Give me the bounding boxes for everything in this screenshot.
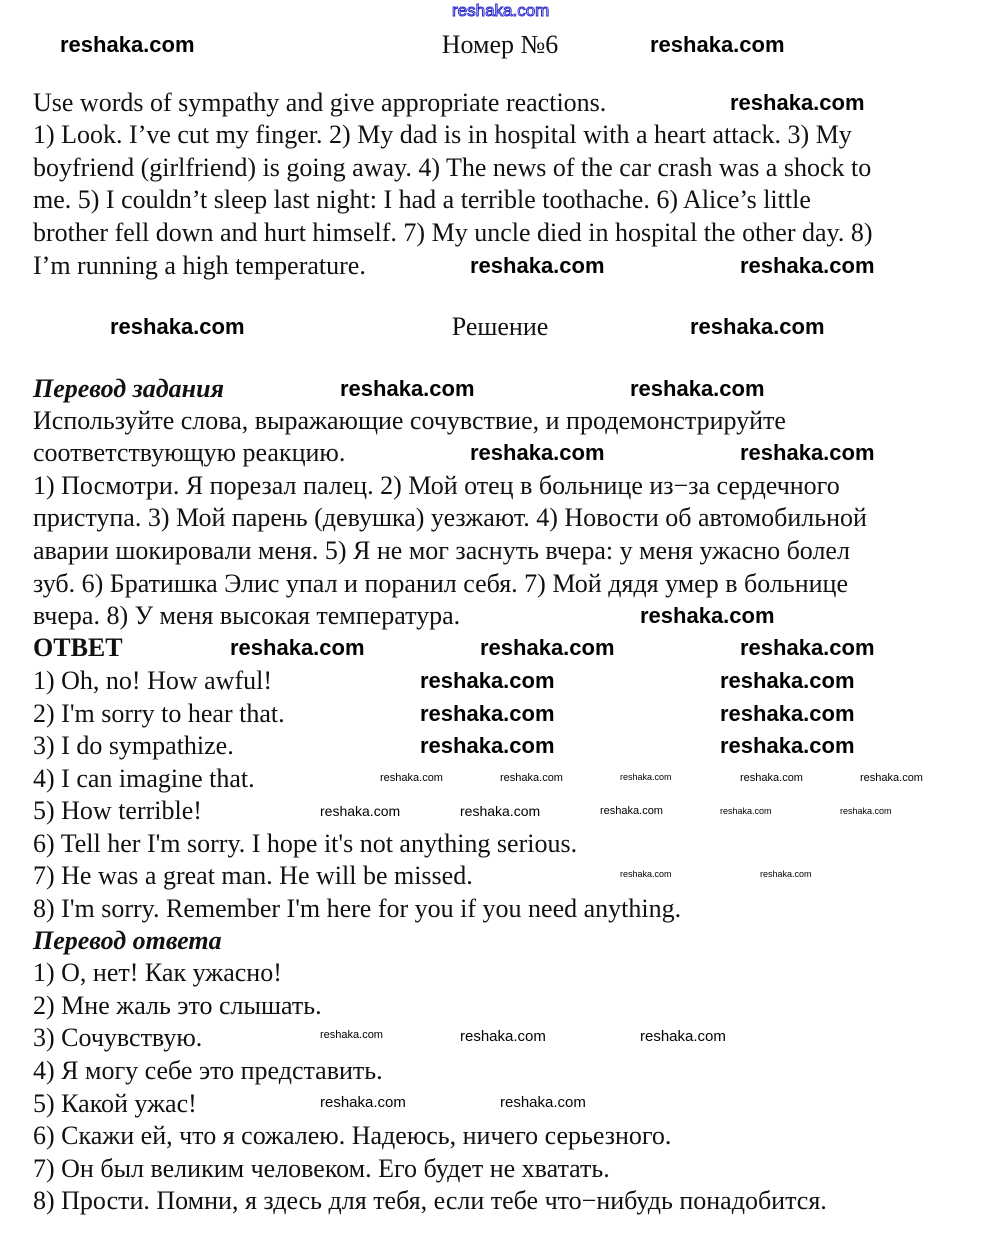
watermark-small: reshaka.com: [740, 772, 803, 784]
watermark-small: reshaka.com: [320, 1029, 383, 1041]
answer-translation-line: 6) Скажи ей, что я сожалею. Надеюсь, ничего серьезного.: [33, 1121, 672, 1150]
watermark-small: reshaka.com: [640, 1028, 726, 1045]
site-logo[interactable]: reshaka.com: [452, 1, 550, 20]
translation-line: соответствующую реакцию.: [33, 438, 346, 467]
task-line: I’m running a high temperature.: [33, 251, 366, 280]
watermark: reshaka.com: [720, 701, 855, 726]
watermark: reshaka.com: [730, 90, 865, 115]
page-title: Номер №6: [441, 30, 559, 59]
watermark: reshaka.com: [740, 440, 875, 465]
answer-translation-line: 3) Сочувствую.: [33, 1023, 203, 1052]
watermark: reshaka.com: [230, 635, 365, 660]
watermark: reshaka.com: [60, 32, 195, 57]
watermark: reshaka.com: [420, 668, 555, 693]
watermark-small: reshaka.com: [460, 1028, 546, 1045]
watermark: reshaka.com: [470, 253, 605, 278]
watermark-small: reshaka.com: [760, 869, 812, 879]
watermark-small: reshaka.com: [380, 772, 443, 784]
watermark-small: reshaka.com: [720, 806, 772, 816]
answer-line: 3) I do sympathize.: [33, 731, 234, 760]
answer-translation-heading: Перевод ответа: [33, 926, 222, 955]
watermark: reshaka.com: [690, 314, 825, 339]
watermark: reshaka.com: [420, 733, 555, 758]
answer-heading: ОТВЕТ: [33, 633, 123, 662]
task-line: boyfriend (girlfriend) is going away. 4) The news of the car crash was a shock to: [33, 153, 872, 182]
answer-translation-line: 4) Я могу себе это представить.: [33, 1056, 383, 1085]
translation-heading: Перевод задания: [33, 374, 224, 403]
watermark-small: reshaka.com: [500, 772, 563, 784]
watermark: reshaka.com: [650, 32, 785, 57]
answer-line: 5) How terrible!: [33, 796, 202, 825]
task-line: brother fell down and hurt himself. 7) My uncle died in hospital the other day. 8): [33, 218, 873, 247]
translation-line: Используйте слова, выражающие сочувствие, и продемонстрируйте: [33, 406, 786, 435]
translation-line: аварии шокировали меня. 5) Я не мог заснуть вчера: у меня ужасно болел: [33, 536, 850, 565]
answer-line: 1) Oh, no! How awful!: [33, 666, 273, 695]
watermark: reshaka.com: [110, 314, 245, 339]
watermark: reshaka.com: [470, 440, 605, 465]
watermark: reshaka.com: [740, 635, 875, 660]
watermark: reshaka.com: [720, 668, 855, 693]
answer-translation-line: 2) Мне жаль это слышать.: [33, 991, 322, 1020]
answer-line: 6) Tell her I'm sorry. I hope it's not anything serious.: [33, 829, 578, 858]
answer-line: 8) I'm sorry. Remember I'm here for you if you need anything.: [33, 894, 682, 923]
watermark-small: reshaka.com: [620, 869, 672, 879]
translation-line: приступа. 3) Мой парень (девушка) уезжают. 4) Новости об автомобильной: [33, 503, 867, 532]
translation-line: 1) Посмотри. Я порезал палец. 2) Мой отец в больнице из−за сердечного: [33, 471, 840, 500]
watermark-small: reshaka.com: [620, 772, 672, 782]
task-line: me. 5) I couldn’t sleep last night: I had a terrible toothache. 6) Alice’s little: [33, 185, 811, 214]
watermark: reshaka.com: [480, 635, 615, 660]
watermark-small: reshaka.com: [500, 1094, 586, 1111]
watermark: reshaka.com: [340, 376, 475, 401]
answer-translation-line: 8) Прости. Помни, я здесь для тебя, если тебе что−нибудь понадобится.: [33, 1186, 827, 1215]
watermark: reshaka.com: [630, 376, 765, 401]
answer-translation-line: 7) Он был великим человеком. Его будет не хватать.: [33, 1154, 610, 1183]
watermark-small: reshaka.com: [840, 806, 892, 816]
task-line: 1) Look. I’ve cut my finger. 2) My dad is in hospital with a heart attack. 3) My: [33, 120, 852, 149]
watermark: reshaka.com: [420, 701, 555, 726]
answer-line: 2) I'm sorry to hear that.: [33, 699, 285, 728]
watermark: reshaka.com: [720, 733, 855, 758]
answer-translation-line: 5) Какой ужас!: [33, 1089, 197, 1118]
watermark-small: reshaka.com: [460, 803, 541, 819]
solution-label: Решение: [451, 312, 549, 341]
answer-line: 4) I can imagine that.: [33, 764, 255, 793]
watermark-small: reshaka.com: [600, 805, 663, 817]
watermark-small: reshaka.com: [320, 1094, 406, 1111]
answer-line: 7) He was a great man. He will be missed.: [33, 861, 473, 890]
watermark-small: reshaka.com: [860, 772, 923, 784]
watermark-small: reshaka.com: [320, 803, 401, 819]
translation-line: вчера. 8) У меня высокая температура.: [33, 601, 461, 630]
watermark: reshaka.com: [640, 603, 775, 628]
watermark: reshaka.com: [740, 253, 875, 278]
answer-translation-line: 1) О, нет! Как ужасно!: [33, 958, 282, 987]
translation-line: зуб. 6) Братишка Элис упал и поранил себя. 7) Мой дядя умер в больнице: [33, 569, 849, 598]
task-line: Use words of sympathy and give appropriate reactions.: [33, 88, 607, 117]
